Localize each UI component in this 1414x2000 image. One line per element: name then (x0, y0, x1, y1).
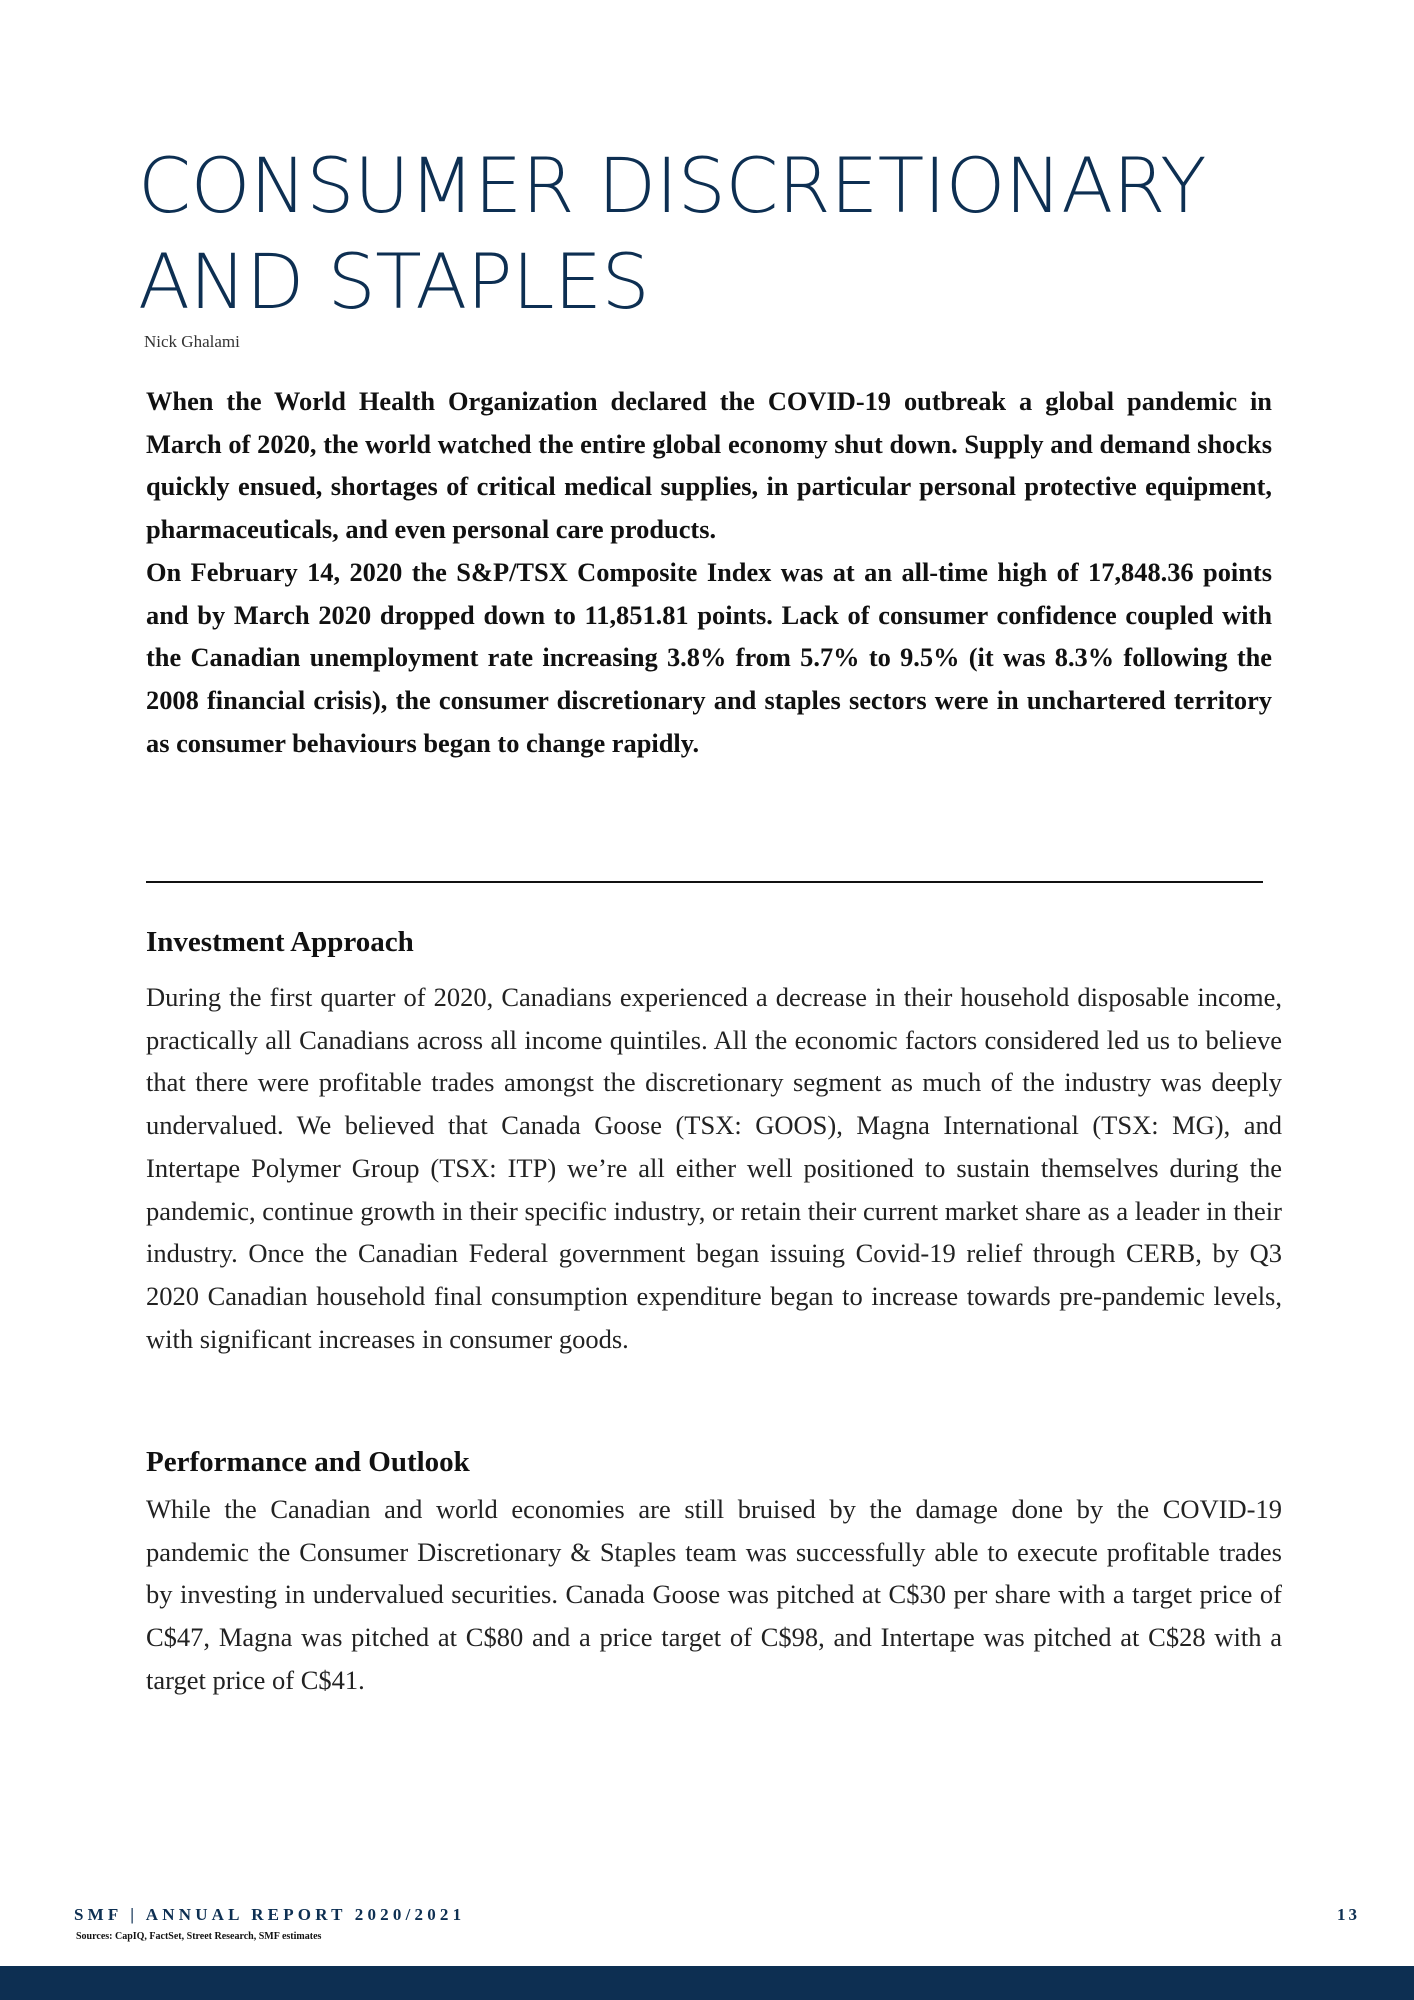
performance-outlook-body: While the Canadian and world economies are still bruised by the damage done by the COVID-19 pandemic the Consumer Discretionary & Staples team was successfully able to execute profitable trades by investing in undervalued securities. Canada Goose was pitched at C$30 per share with a target price of C$47, Magna was pitched at C$80 and a price target of C$98, and Intertape was pitched at C$28 with a target price of C$41. (146, 1494, 1282, 1695)
intro-paragraph-2: On February 14, 2020 the S&P/TSX Composite Index was at an all-time high of 17,848.36 points and by March 2020 dropped down to 11,851.81 points. Lack of consumer confidence coupled with the Canadian unemployment rate increasing 3.8% from 5.7% to 9.5% (it was 8.3% following the 2008 financial crisis), the consumer discretionary and staples sectors were in unchartered territory as consumer behaviours began to change rapidly. (146, 556, 1272, 758)
intro-paragraph-1: When the World Health Organization declared the COVID-19 outbreak a global pandemic in March of 2020, the world watched the entire global economy shut down. Supply and demand shocks quickly ensued, shortages of critical medical supplies, in particular personal protective equipment, pharmaceuticals, and even personal care products. (146, 386, 1272, 545)
footer-sources: Sources: CapIQ, FactSet, Street Research, SMF estimates (76, 1931, 322, 1942)
investment-approach-heading: Investment Approach (146, 926, 414, 958)
section-divider (146, 881, 1263, 883)
performance-outlook-heading: Performance and Outlook (146, 1446, 470, 1478)
page-title-line-1: CONSUMER DISCRETIONARY (138, 141, 1207, 230)
footer-bar (0, 1966, 1414, 2000)
investment-approach-body: During the first quarter of 2020, Canadians experienced a decrease in their household disposable income, practically all Canadians across all income quintiles. All the economic factors considered led us to believe that there were profitable trades amongst the discretionary segment as much of the industry was deeply undervalued. We believed that Canada Goose (TSX: GOOS), Magna International (TSX: MG), and Intertape Polymer Group (TSX: ITP) we’re all either well positioned to sustain themselves during the pandemic, continue growth in their specific industry, or retain their current market share as a leader in their industry. Once the Canadian Federal government began issuing Covid-19 relief through CERB, by Q3 2020 Canadian household final consumption expenditure began to increase towards pre-pandemic levels, with significant increases in consumer goods. (146, 982, 1282, 1354)
intro-summary (146, 380, 1272, 764)
page-title (138, 138, 1338, 330)
page-number: 13 (1337, 1905, 1360, 1924)
footer-report-title: SMF | ANNUAL REPORT 2020/2021 (74, 1905, 466, 1924)
page-title-line-2: AND STAPLES (138, 237, 650, 326)
author-name: Nick Ghalami (144, 332, 240, 351)
